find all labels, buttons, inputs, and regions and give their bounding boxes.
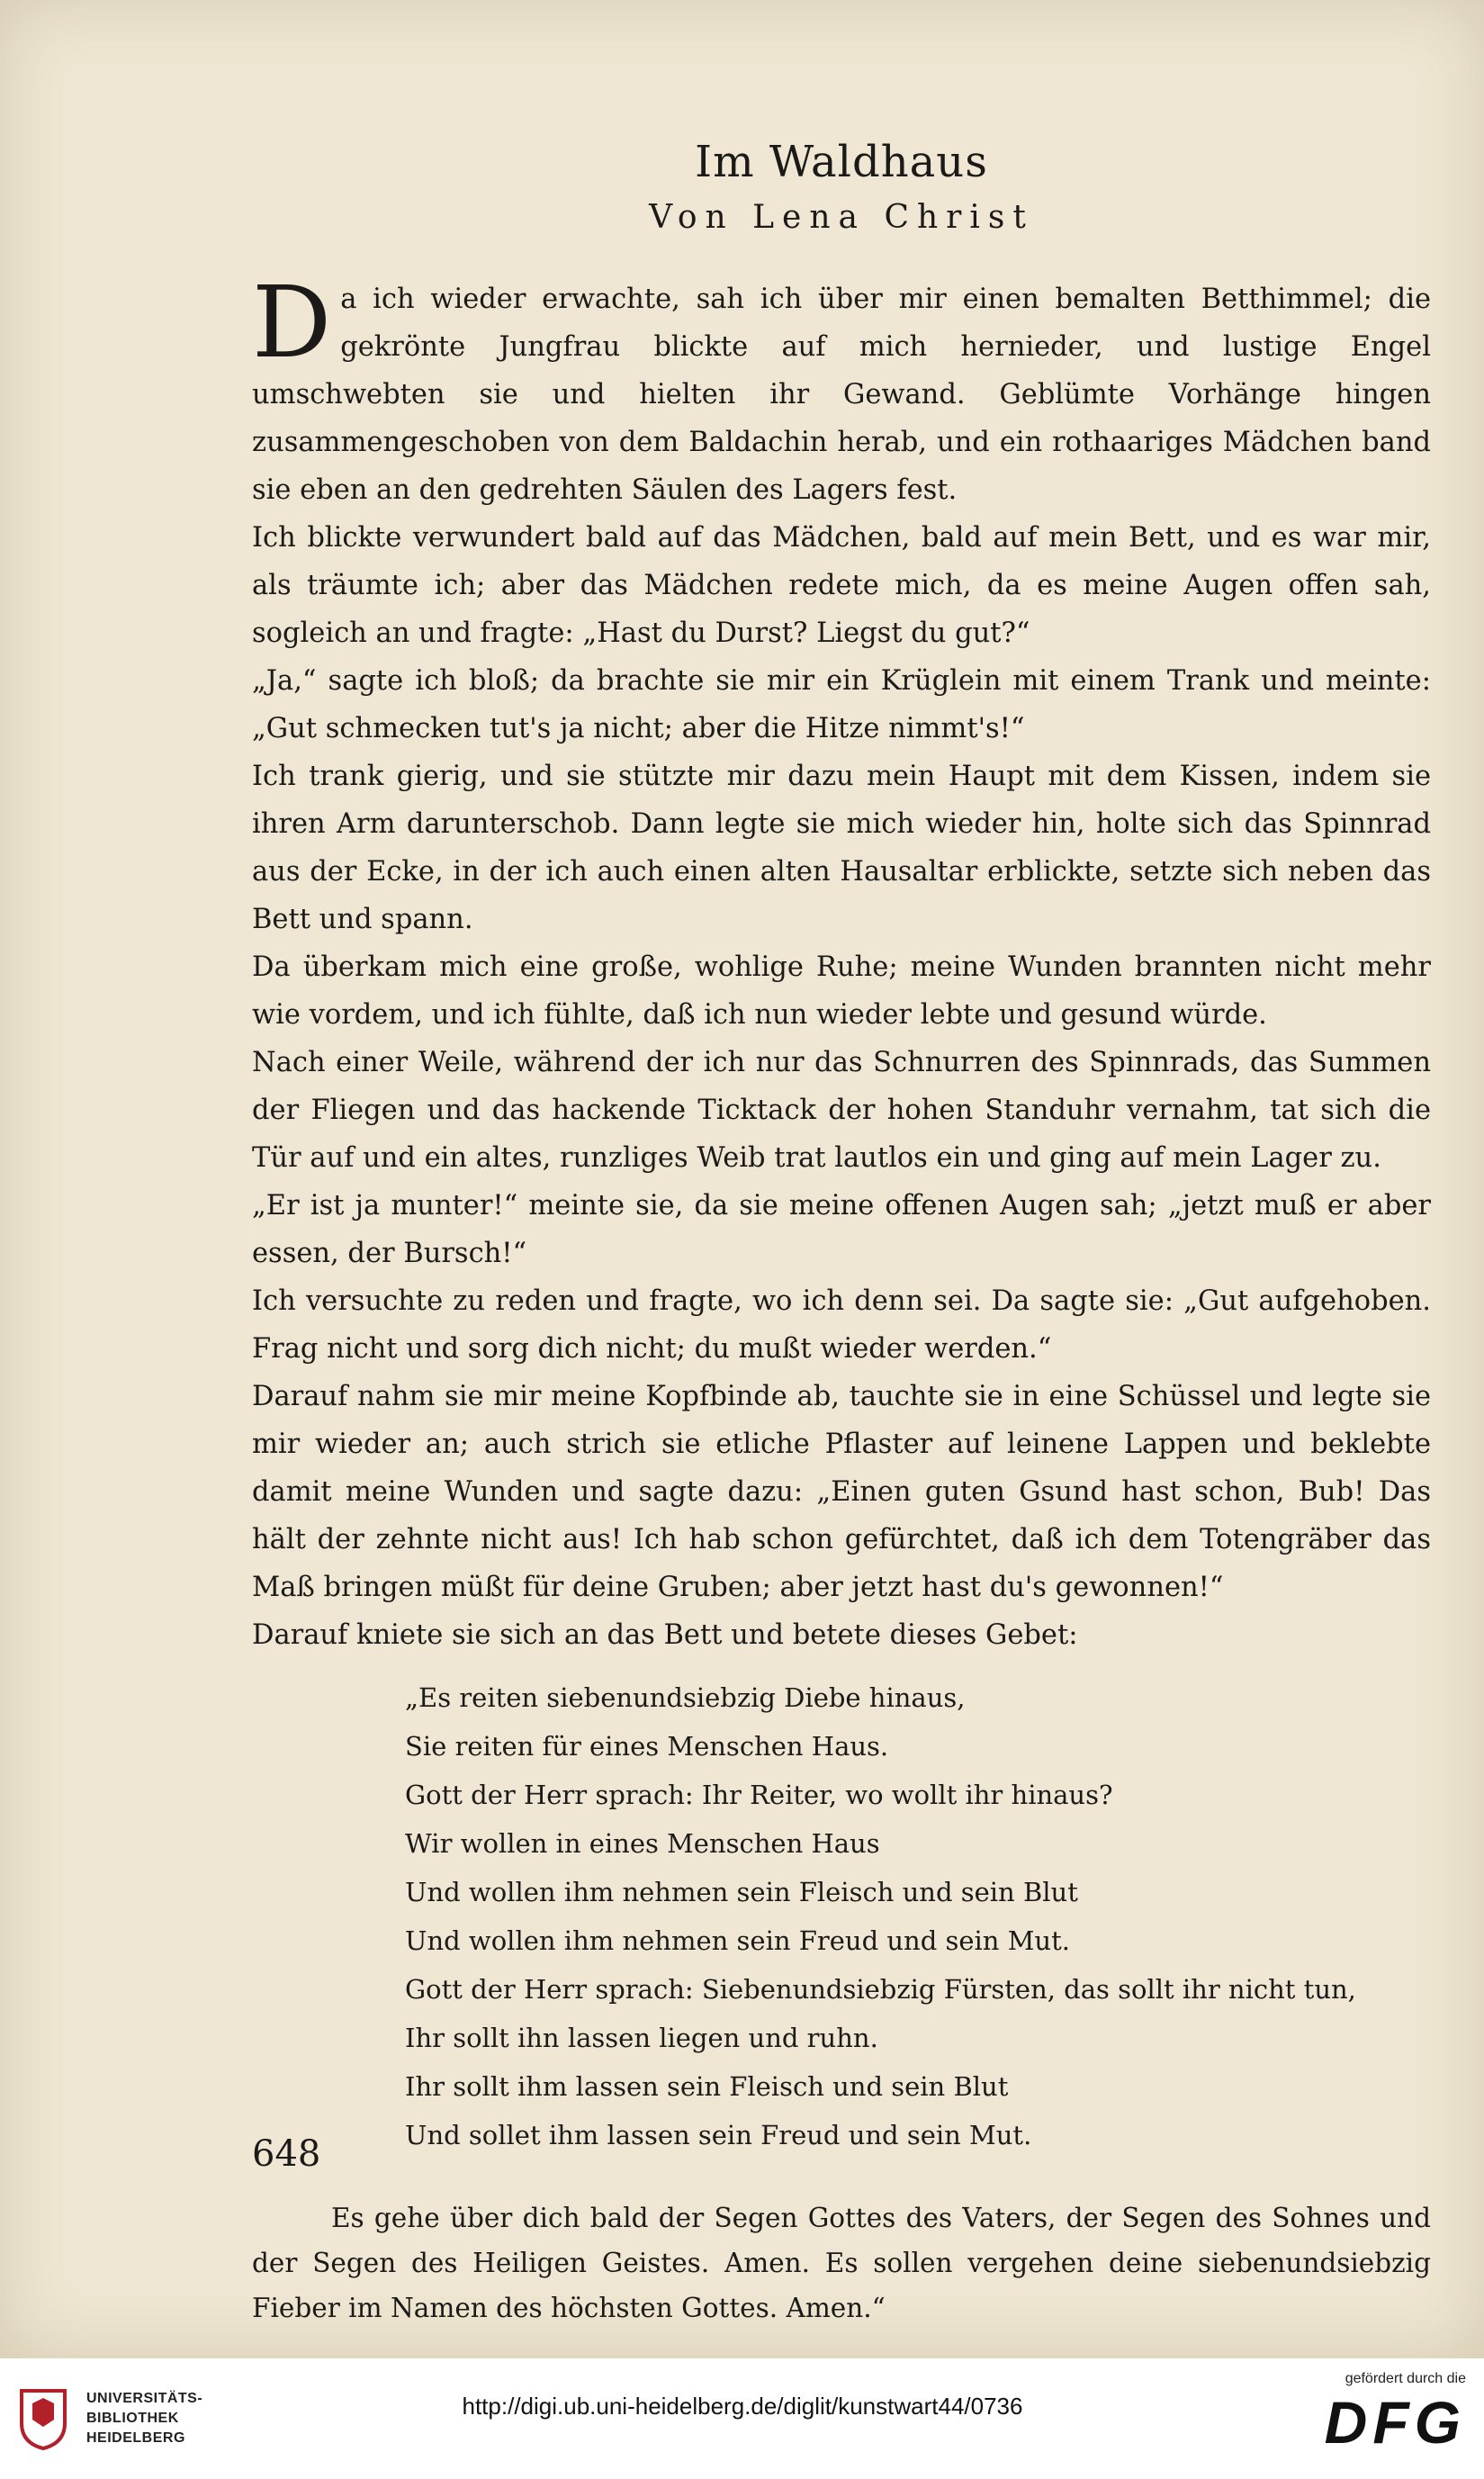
poem-line: Und wollen ihm nehmen sein Fleisch und sein Blut	[405, 1877, 1078, 1907]
paragraph: Ich blickte verwundert bald auf das Mädchen, bald auf mein Bett, und es war mir, als träumte ich; aber das Mädchen redete mich, da es meine Augen offen sah, sogleich an und fragte: „Hast du Durst? Liegst du gut?“	[252, 522, 1431, 649]
poem-line: Ihr sollt ihm lassen sein Fleisch und sein Blut	[405, 2071, 1009, 2102]
paragraph: Ich trank gierig, und sie stützte mir dazu mein Haupt mit dem Kissen, indem sie ihren Arm darunterschob. Dann legte sie mich wieder hin, holte sich das Spinnrad aus der Ecke, in der ich auch einen alten Hausaltar erblickte, setzte sich neben das Bett und spann.	[252, 761, 1431, 935]
paragraph: „Er ist ja munter!“ meinte sie, da sie meine offenen Augen sah; „jetzt muß er aber essen, der Bursch!“	[252, 1190, 1431, 1269]
article	[252, 135, 1431, 2330]
paragraph: Da ich wieder erwachte, sah ich über mir einen bemalten Betthimmel; die gekrönte Jungfrau blickte auf mich hernieder, und lustige Engel umschwebten sie und hielten ihr Gewand. Geblümte Vorhänge hingen zusammengeschoben von dem Baldachin herab, und ein rothaariges Mädchen band sie eben an den gedrehten Säulen des Lagers fest.	[252, 265, 1431, 506]
prayer-poem	[405, 1673, 1431, 2159]
dfg-funding-logo[interactable]	[1295, 2371, 1466, 2456]
article-author: Von Lena Christ	[649, 199, 1034, 236]
paragraph: Nach einer Weile, während der ich nur das Schnurren des Spinnrads, das Summen der Fliegen und das hackende Ticktack der hohen Standuhr vernahm, tat sich die Tür auf und ein altes, runzliges Weib trat lautlos ein und ging auf mein Lager zu.	[252, 1047, 1431, 1174]
poem-line: Gott der Herr sprach: Siebenundsiebzig Fürsten, das sollt ihr nicht tun,	[405, 1974, 1356, 2005]
source-url-link[interactable]: http://digi.ub.uni-heidelberg.de/diglit/kunstwart44/0736	[462, 2393, 1023, 2420]
poem-line: „Es reiten siebenundsiebzig Diebe hinaus,	[405, 1682, 966, 1713]
paragraph: Darauf nahm sie mir meine Kopfbinde ab, tauchte sie in eine Schüssel und legte sie mir wieder an; auch strich sie etliche Pflaster auf leinene Lappen und beklebte damit meine Wunden und sagte dazu: „Einen guten Gsund hast schon, Bub! Das hält der zehnte nicht aus! Ich hab schon gefürchtet, daß ich dem Totengräber das Maß bringen müßt für deine Gruben; aber jetzt hast du's gewonnen!“	[252, 1381, 1431, 1603]
library-name: UNIVERSITÄTS- BIBLIOTHEK HEIDELBERG	[86, 2391, 203, 2446]
poem-line: Ihr sollt ihn lassen liegen und ruhn.	[405, 2023, 878, 2053]
poem-line: Wir wollen in eines Menschen Haus	[405, 1828, 880, 1859]
paragraph: „Ja,“ sagte ich bloß; da brachte sie mir ein Krüglein mit einem Trank und meinte: „Gut schmecken tut's ja nicht; aber die Hitze nimmt's!“	[252, 665, 1431, 744]
poem-line: Und sollet ihm lassen sein Freud und sein Mut.	[405, 2120, 1032, 2150]
paragraph: Darauf kniete sie sich an das Bett und betete dieses Gebet:	[252, 1619, 1078, 1651]
funded-by-text: gefördert durch die	[1345, 2371, 1466, 2386]
blessing-paragraph: Es gehe über dich bald der Segen Gottes des Vaters, der Segen des Sohnes und der Segen des Heiligen Geistes. Amen. Es sollen vergehen deine siebenundsiebzig Fieber im Namen des höchsten Gottes. Amen.“	[252, 2203, 1431, 2323]
poem-line: Und wollen ihm nehmen sein Freud und sein Mut.	[405, 1925, 1070, 1956]
poem-line: Gott der Herr sprach: Ihr Reiter, wo wollt ihr hinaus?	[405, 1780, 1113, 1810]
paragraph: Da überkam mich eine große, wohlige Ruhe; meine Wunden brannten nicht mehr wie vordem, und ich fühlte, daß ich nun wieder lebte und gesund würde.	[252, 951, 1431, 1031]
viewer-footer	[0, 2358, 1484, 2479]
university-library-logo[interactable]	[16, 2382, 223, 2463]
paragraph: Ich versuchte zu reden und fragte, wo ich denn sei. Da sagte sie: „Gut aufgehoben. Frag nicht und sorg dich nicht; du mußt wieder werden.“	[252, 1285, 1431, 1365]
university-seal-icon	[16, 2387, 70, 2450]
article-title: Im Waldhaus	[695, 137, 988, 187]
poem-line: Sie reiten für eines Menschen Haus.	[405, 1731, 889, 1762]
dfg-logo-text: DFG	[1324, 2389, 1466, 2456]
page-number: 648	[252, 2133, 321, 2175]
